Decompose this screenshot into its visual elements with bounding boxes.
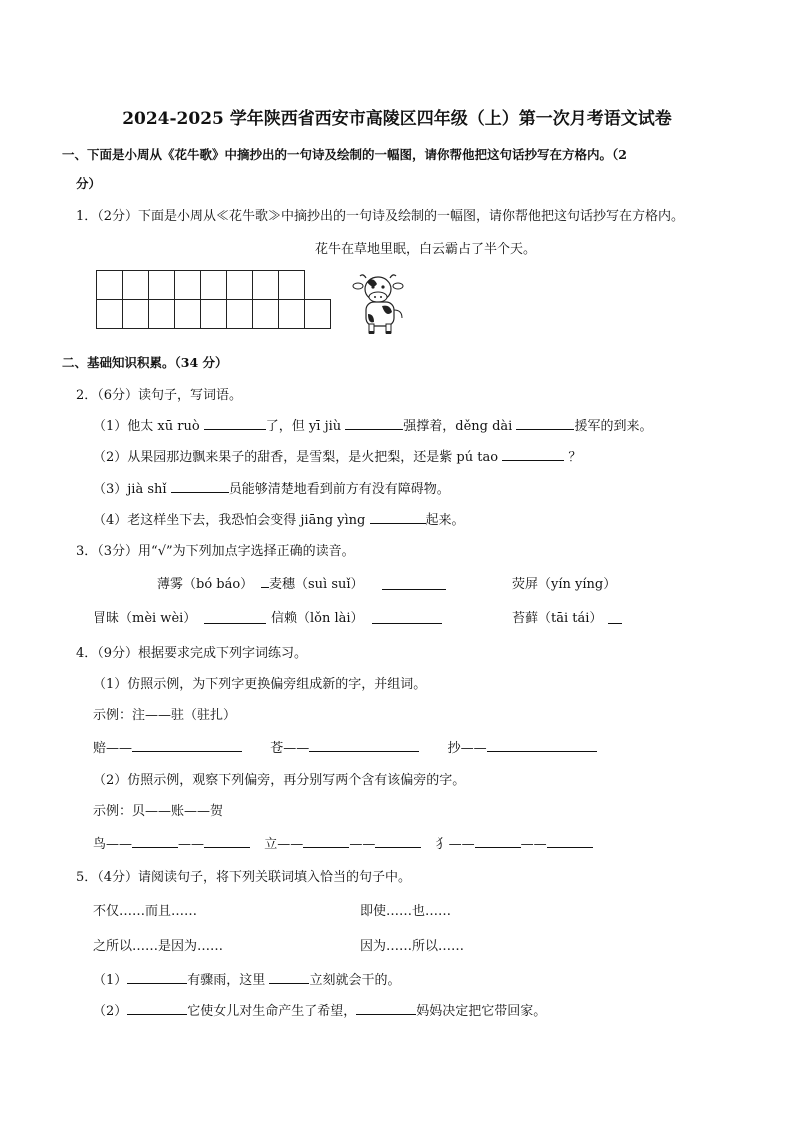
conjunction-option: 因为……所以……	[360, 939, 465, 954]
grid-cell[interactable]	[200, 270, 227, 300]
q3-item: 薄雾（bó báo）	[157, 577, 254, 592]
grid-cell[interactable]	[226, 270, 253, 300]
answer-blank[interactable]	[372, 610, 442, 624]
q3-item: 麦穗（suì suǐ）	[261, 573, 364, 592]
grid-row	[97, 300, 331, 329]
answer-blank[interactable]	[132, 738, 242, 752]
answer-blank[interactable]	[475, 834, 521, 848]
q5-sentence-2: （2） 它使女儿对生命产生了希望， 妈妈决定把它带回家。	[93, 1000, 546, 1019]
answer-blank[interactable]	[487, 738, 597, 752]
answer-blank[interactable]	[127, 1001, 187, 1015]
q4-radical-row: 鸟—— —— 立—— —— 犭—— ——	[93, 833, 593, 852]
grid-cell[interactable]	[122, 299, 149, 329]
q4-part1: （1）仿照示例，为下列字更换偏旁组成新的字，并组词。	[93, 677, 427, 692]
grid-cell[interactable]	[252, 299, 279, 329]
answer-blank[interactable]	[345, 416, 403, 430]
q3-item: 苔藓（tāi tái）	[512, 611, 603, 626]
grid-cell[interactable]	[200, 299, 227, 329]
page-title: 2024-2025 学年陕西省西安市高陵区四年级（上）第一次月考语文试卷	[122, 109, 672, 129]
conjunction-option: 即使……也……	[360, 904, 452, 919]
q2-sentence-2: （2）从果园那边飘来果子的甜香，是雪梨，是火把梨，还是紫 pú tao ？	[93, 446, 581, 465]
answer-blank[interactable]	[382, 576, 446, 590]
q5-prompt: 5．（4分）请阅读句子，将下列关联词填入恰当的句子中。	[76, 870, 412, 885]
conjunction-option: 不仅……而且……	[93, 904, 198, 919]
answer-blank[interactable]	[269, 970, 309, 984]
q3-prompt: 3．（3分）用“√”为下列加点字选择正确的读音。	[76, 544, 355, 559]
answer-blank[interactable]	[516, 416, 574, 430]
grid-cell[interactable]	[226, 299, 253, 329]
grid-cell[interactable]	[148, 299, 175, 329]
answer-blank[interactable]	[547, 834, 593, 848]
answer-blank[interactable]	[309, 738, 419, 752]
conjunction-option: 之所以……是因为……	[93, 939, 224, 954]
answer-blank[interactable]	[502, 447, 564, 461]
grid-cell[interactable]	[278, 270, 305, 300]
grid-cell[interactable]	[278, 299, 305, 329]
grid-cell[interactable]	[174, 299, 201, 329]
grid-cell[interactable]	[304, 299, 331, 329]
answer-blank[interactable]	[171, 479, 229, 493]
answer-blank[interactable]	[204, 834, 250, 848]
q4-example2: 示例：贝——账——贺	[93, 804, 224, 819]
answer-blank[interactable]	[127, 970, 187, 984]
answer-blank[interactable]	[132, 834, 178, 848]
q5-sentence-1: （1） 有骤雨，这里 立刻就会干的。	[93, 969, 400, 988]
q2-sentence-3: （3）jià shǐ 员能够清楚地看到前方有没有障碍物。	[93, 478, 450, 497]
q3-item: 荧屏（yín yíng）	[512, 577, 617, 592]
grid-cell[interactable]	[252, 270, 279, 300]
answer-blank[interactable]	[370, 510, 426, 524]
grid-cell[interactable]	[96, 299, 123, 329]
q4-char-row: 赔—— 苍—— 抄——	[93, 737, 597, 756]
q2-prompt: 2．（6分）读句子，写词语。	[76, 388, 243, 403]
cow-illustration-icon	[352, 272, 408, 336]
grid-cell[interactable]	[148, 270, 175, 300]
answer-blank[interactable]	[204, 416, 266, 430]
q3-item: 冒昧（mèi wèi）	[93, 611, 197, 626]
grid-row	[97, 271, 331, 300]
answer-blank[interactable]	[261, 574, 269, 588]
grid-cell[interactable]	[122, 270, 149, 300]
q2-sentence-4: （4）老这样坐下去，我恐怕会变得 jiāng yìng 起来。	[93, 509, 465, 528]
answer-blank[interactable]	[303, 834, 349, 848]
grid-cell[interactable]	[174, 270, 201, 300]
answer-blank[interactable]	[608, 610, 622, 624]
q4-prompt: 4．（9分）根据要求完成下列字词练习。	[76, 646, 308, 661]
q1-poem: 花牛在草地里眠，白云霸占了半个天。	[315, 242, 537, 257]
answer-blank[interactable]	[356, 1001, 416, 1015]
answer-blank[interactable]	[375, 834, 421, 848]
q4-part2: （2）仿照示例，观察下列偏旁，再分别写两个含有该偏旁的字。	[93, 773, 466, 788]
section1-heading: 一、下面是小周从《花牛歌》中摘抄出的一句诗及绘制的一幅图，请你帮他把这句话抄写在方格内。（2	[62, 147, 627, 162]
writing-grid[interactable]	[97, 271, 331, 329]
q1-prompt: 1．（2分）下面是小周从≪花牛歌≫中摘抄出的一句诗及绘制的一幅图，请你帮他把这句话抄写在方格内。	[76, 209, 685, 224]
q2-sentence-1: （1）他太 xū ruò 了，但 yī jiù 强撑着，děng dài 援军的到来。	[93, 415, 653, 434]
q3-item: 信赖（lǒn lài）	[271, 611, 364, 626]
answer-blank[interactable]	[204, 610, 266, 624]
section2-heading: 二、基础知识积累。（34 分）	[62, 355, 228, 370]
section1-heading-cont: 分）	[76, 176, 102, 191]
q4-example1: 示例：注——驻（驻扎）	[93, 708, 237, 723]
grid-cell[interactable]	[96, 270, 123, 300]
